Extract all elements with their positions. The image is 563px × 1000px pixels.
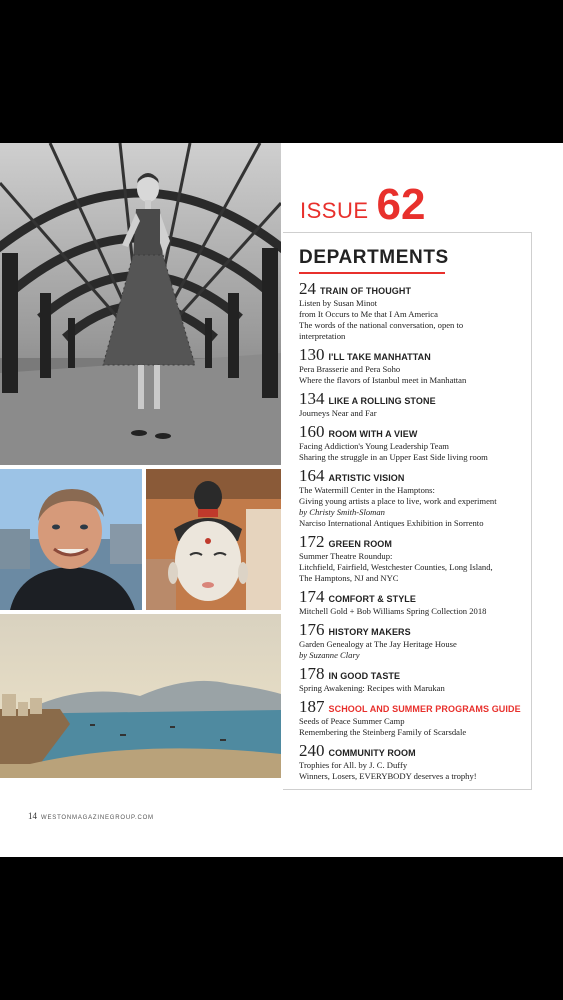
entry-title: I'LL TAKE MANHATTAN <box>328 352 431 362</box>
website-link[interactable]: WESTONMAGAZINEGROUP.COM <box>41 815 154 821</box>
entry-line: by Suzanne Clary <box>299 650 360 660</box>
issue-heading <box>300 179 426 229</box>
entry-title: HISTORY MAKERS <box>328 627 411 637</box>
entry-title: SCHOOL AND SUMMER PROGRAMS GUIDE <box>328 704 521 714</box>
entry-line: Winners, Losers, EVERYBODY deserves a trophy! <box>299 771 477 781</box>
entry-line: Where the flavors of Istanbul meet in Manhattan <box>299 375 467 385</box>
entry-line: Journeys Near and Far <box>299 408 377 418</box>
entry-title: GREEN ROOM <box>328 539 393 549</box>
statue-head-photo <box>146 469 281 610</box>
entry-title: ARTISTIC VISION <box>328 473 405 483</box>
list-item[interactable] <box>299 346 531 386</box>
entry-line: Narciso International Antiques Exhibition in Sorrento <box>299 518 484 528</box>
entry-line: The words of the national conversation, open to <box>299 320 464 330</box>
entry-line: Spring Awakening: Recipes with Marukan <box>299 683 445 693</box>
page-number: 178 <box>299 664 325 683</box>
entry-line: Sharing the struggle in an Upper East Side living room <box>299 452 488 462</box>
entry-line: The Watermill Center in the Hamptons: <box>299 485 435 495</box>
entry-line: Summer Theatre Roundup: <box>299 551 393 561</box>
entry-line: Listen by Susan Minot <box>299 298 378 308</box>
issue-number: 62 <box>376 180 426 229</box>
list-item[interactable] <box>299 621 531 661</box>
page-number: 160 <box>299 422 325 441</box>
entry-line: Trophies for All. by J. C. Duffy <box>299 760 408 770</box>
entry-line: Seeds of Peace Summer Camp <box>299 716 405 726</box>
entry-title: IN GOOD TASTE <box>328 671 401 681</box>
entry-line: interpretation <box>299 331 346 341</box>
folio-number: 14 <box>28 811 37 821</box>
departments-box <box>283 232 532 790</box>
list-item[interactable] <box>299 588 531 617</box>
page-number: 24 <box>299 279 316 298</box>
page-number: 176 <box>299 620 325 639</box>
page-number: 187 <box>299 697 325 716</box>
entry-line: Remembering the Steinberg Family of Scarsdale <box>299 727 467 737</box>
entry-line: The Hamptons, NJ and NYC <box>299 573 399 583</box>
page-number: 130 <box>299 345 325 364</box>
magazine-page <box>0 143 563 857</box>
entry-title: LIKE A ROLLING STONE <box>328 396 436 406</box>
page-number: 172 <box>299 532 325 551</box>
list-item[interactable] <box>299 533 531 584</box>
entry-line: Giving young artists a place to live, work and experiment <box>299 496 497 506</box>
page-number: 240 <box>299 741 325 760</box>
page-footer <box>28 811 154 821</box>
issue-label: ISSUE <box>300 198 369 223</box>
list-item[interactable] <box>299 280 531 342</box>
list-item[interactable] <box>299 742 531 782</box>
entry-line: by Christy Smith-Sloman <box>299 507 385 517</box>
entry-line: Facing Addiction's Young Leadership Team <box>299 441 449 451</box>
page-number: 164 <box>299 466 325 485</box>
entry-title: COMMUNITY ROOM <box>328 748 416 758</box>
woman-pergola-photo <box>0 143 281 465</box>
departments-title: DEPARTMENTS <box>299 247 449 268</box>
entry-title: TRAIN OF THOUGHT <box>320 286 412 296</box>
man-portrait-photo <box>0 469 142 610</box>
entry-line: Litchfield, Fairfield, Westchester Counties, Long Island, <box>299 562 493 572</box>
entry-line: Garden Genealogy at The Jay Heritage House <box>299 639 457 649</box>
list-item[interactable] <box>299 665 531 694</box>
entry-title: COMFORT & STYLE <box>328 594 416 604</box>
page-number: 134 <box>299 389 325 408</box>
list-item[interactable] <box>299 390 531 419</box>
entry-line: from It Occurs to Me that I Am America <box>299 309 438 319</box>
list-item[interactable] <box>299 467 531 529</box>
page-number: 174 <box>299 587 325 606</box>
departments-list <box>299 280 531 786</box>
list-item[interactable] <box>299 423 531 463</box>
entry-line: Mitchell Gold + Bob Williams Spring Collection 2018 <box>299 606 487 616</box>
entry-title: ROOM WITH A VIEW <box>328 429 418 439</box>
title-underline <box>299 272 445 274</box>
list-item[interactable] <box>299 698 531 738</box>
entry-line: Pera Brasserie and Pera Soho <box>299 364 401 374</box>
harbor-painting-photo <box>0 614 281 778</box>
